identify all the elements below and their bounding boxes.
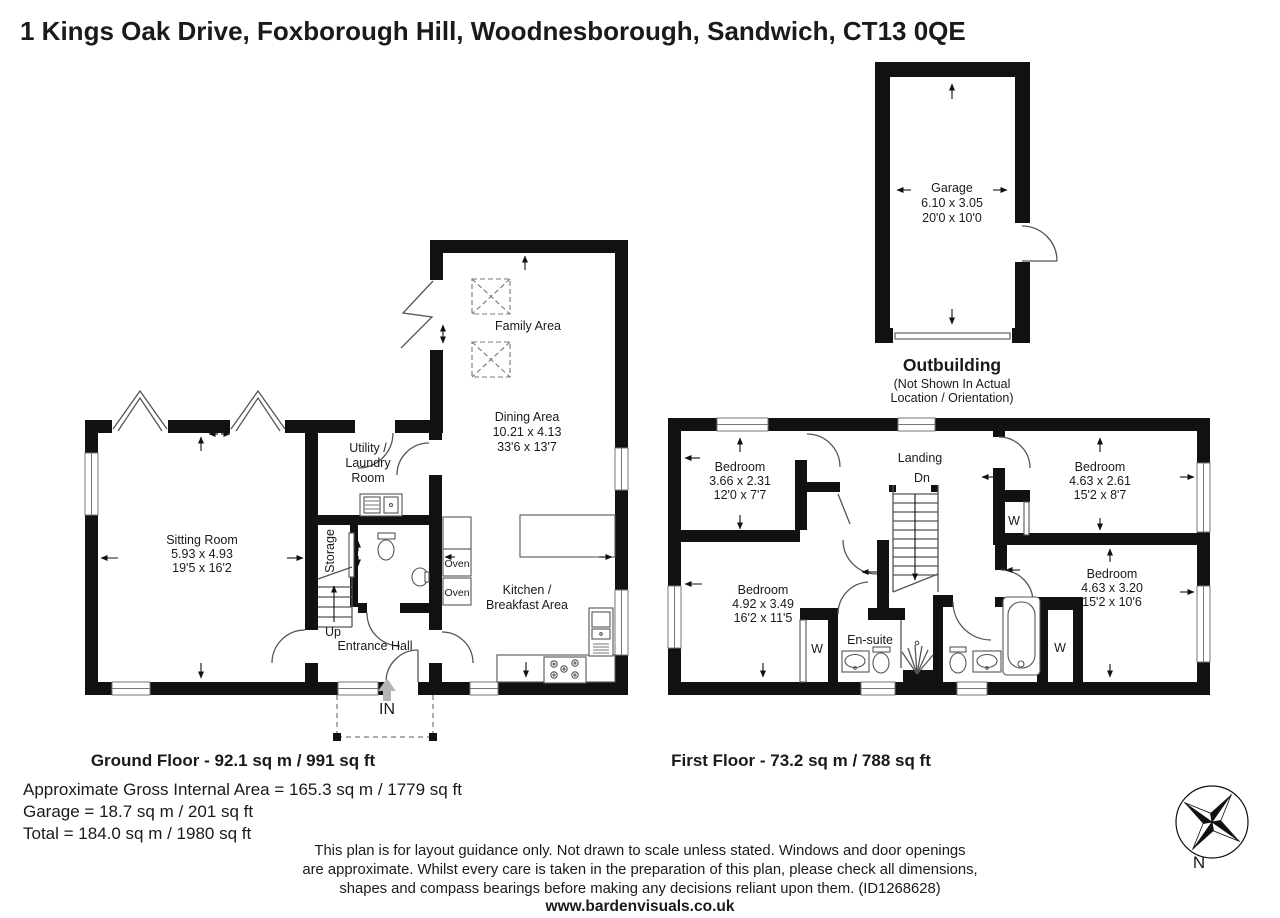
dining-area-imperial: 33'6 x 13'7 bbox=[497, 440, 557, 454]
hob bbox=[544, 657, 586, 683]
storage-door bbox=[349, 533, 354, 577]
bedroom-tl-imperial: 12'0 x 7'7 bbox=[713, 488, 767, 502]
ensuite-toilet bbox=[873, 647, 890, 673]
oven-label-1: Oven bbox=[444, 558, 470, 570]
wardrobe-door-top-right bbox=[1024, 502, 1029, 535]
shower bbox=[902, 641, 933, 674]
ground-floor-plan bbox=[85, 240, 628, 741]
wardrobe-door-left bbox=[800, 620, 806, 682]
wc-toilet bbox=[378, 533, 395, 560]
patio-door-chevrons bbox=[113, 281, 433, 431]
utility-sink bbox=[360, 494, 402, 516]
gross-area-text: Approximate Gross Internal Area = 165.3 sq m / 1779 sq ft bbox=[23, 780, 462, 799]
first-floor-plan bbox=[668, 418, 1210, 695]
ensuite-label: En-suite bbox=[847, 633, 893, 647]
utility-label-2: Laundry bbox=[345, 456, 391, 470]
outbuilding-plan bbox=[875, 62, 1057, 405]
garage-metric: 6.10 x 3.05 bbox=[921, 196, 983, 210]
stairs-up bbox=[318, 567, 352, 627]
bedroom-bl-metric: 4.92 x 3.49 bbox=[732, 597, 794, 611]
kitchen-label-1: Kitchen / bbox=[502, 583, 552, 597]
ensuite-basin bbox=[842, 651, 869, 672]
bedroom-br-metric: 4.63 x 3.20 bbox=[1081, 581, 1143, 595]
compass-north-label: N bbox=[1192, 853, 1206, 872]
stairs-down bbox=[893, 485, 938, 592]
wardrobe-label-3: W bbox=[1008, 514, 1020, 528]
entry-in-label: IN bbox=[379, 701, 395, 718]
dining-area-label: Dining Area bbox=[494, 410, 560, 424]
garage-imperial: 20'0 x 10'0 bbox=[922, 211, 982, 225]
bedroom-bl-imperial: 16'2 x 11'5 bbox=[733, 611, 793, 625]
disclaimer-line-1: This plan is for layout guidance only. Not drawn to scale unless stated. Windows and door openings bbox=[314, 843, 966, 859]
dining-area-metric: 10.21 x 4.13 bbox=[492, 425, 562, 439]
bedroom-br-imperial: 15'2 x 10'6 bbox=[1082, 595, 1142, 609]
page-title: 1 Kings Oak Drive, Foxborough Hill, Woodnesborough, Sandwich, CT13 0QE bbox=[20, 16, 966, 46]
bedroom-tr-label: Bedroom bbox=[1074, 460, 1126, 474]
utility-label-3: Room bbox=[351, 471, 385, 485]
bedroom-tr-metric: 4.63 x 2.61 bbox=[1069, 474, 1131, 488]
compass-rose bbox=[1176, 786, 1248, 872]
sitting-room-metric: 5.93 x 4.93 bbox=[171, 547, 233, 561]
garage-area-text: Garage = 18.7 sq m / 201 sq ft bbox=[23, 802, 254, 821]
ground-floor-area-label: Ground Floor - 92.1 sq m / 991 sq ft bbox=[90, 751, 376, 770]
bedroom-tl-label: Bedroom bbox=[714, 460, 766, 474]
landing-label: Landing bbox=[897, 451, 943, 465]
sitting-room-imperial: 19'5 x 16'2 bbox=[172, 561, 232, 575]
garage-side-door bbox=[1022, 226, 1057, 261]
outbuilding-note-1: (Not Shown In Actual bbox=[893, 377, 1011, 391]
wardrobe-label-2: W bbox=[1054, 641, 1066, 655]
oven-label-2: Oven bbox=[444, 587, 470, 599]
stairs-dn-label: Dn bbox=[914, 471, 930, 485]
website-text: www.bardenvisuals.co.uk bbox=[545, 898, 735, 915]
bedroom-tr-imperial: 15'2 x 8'7 bbox=[1073, 488, 1127, 502]
bedroom-br-label: Bedroom bbox=[1086, 567, 1138, 581]
wardrobe-label-1: W bbox=[811, 642, 823, 656]
family-area-label: Family Area bbox=[495, 319, 561, 333]
stairs-up-label: Up bbox=[325, 625, 341, 639]
entrance-hall-label: Entrance Hall bbox=[337, 639, 413, 653]
garage-label: Garage bbox=[931, 181, 973, 195]
kitchen-sink bbox=[589, 608, 613, 656]
first-floor-area-label: First Floor - 73.2 sq m / 788 sq ft bbox=[671, 751, 931, 770]
bedroom-tl-metric: 3.66 x 2.31 bbox=[709, 474, 771, 488]
sitting-room-label: Sitting Room bbox=[166, 533, 238, 547]
bathroom-basin bbox=[973, 651, 1001, 672]
disclaimer-line-3: shapes and compass bearings before making any decisions reliant upon them. (ID1268628) bbox=[339, 881, 941, 897]
wc-basin bbox=[412, 568, 429, 586]
kitchen-label-2: Breakfast Area bbox=[486, 598, 568, 612]
outbuilding-note-2: Location / Orientation) bbox=[890, 391, 1014, 405]
outbuilding-heading: Outbuilding bbox=[902, 355, 1002, 375]
disclaimer-line-2: are approximate. Whilst every care is taken in the preparation of this plan, please check all dimensions, bbox=[302, 862, 978, 878]
storage-label: Storage bbox=[323, 529, 337, 573]
total-area-text: Total = 184.0 sq m / 1980 sq ft bbox=[23, 824, 252, 843]
utility-label-1: Utility / bbox=[349, 441, 387, 455]
garage-door bbox=[895, 333, 1010, 339]
bedroom-bl-label: Bedroom bbox=[737, 583, 789, 597]
bath-tub bbox=[1003, 597, 1040, 675]
bathroom-toilet bbox=[950, 647, 966, 673]
